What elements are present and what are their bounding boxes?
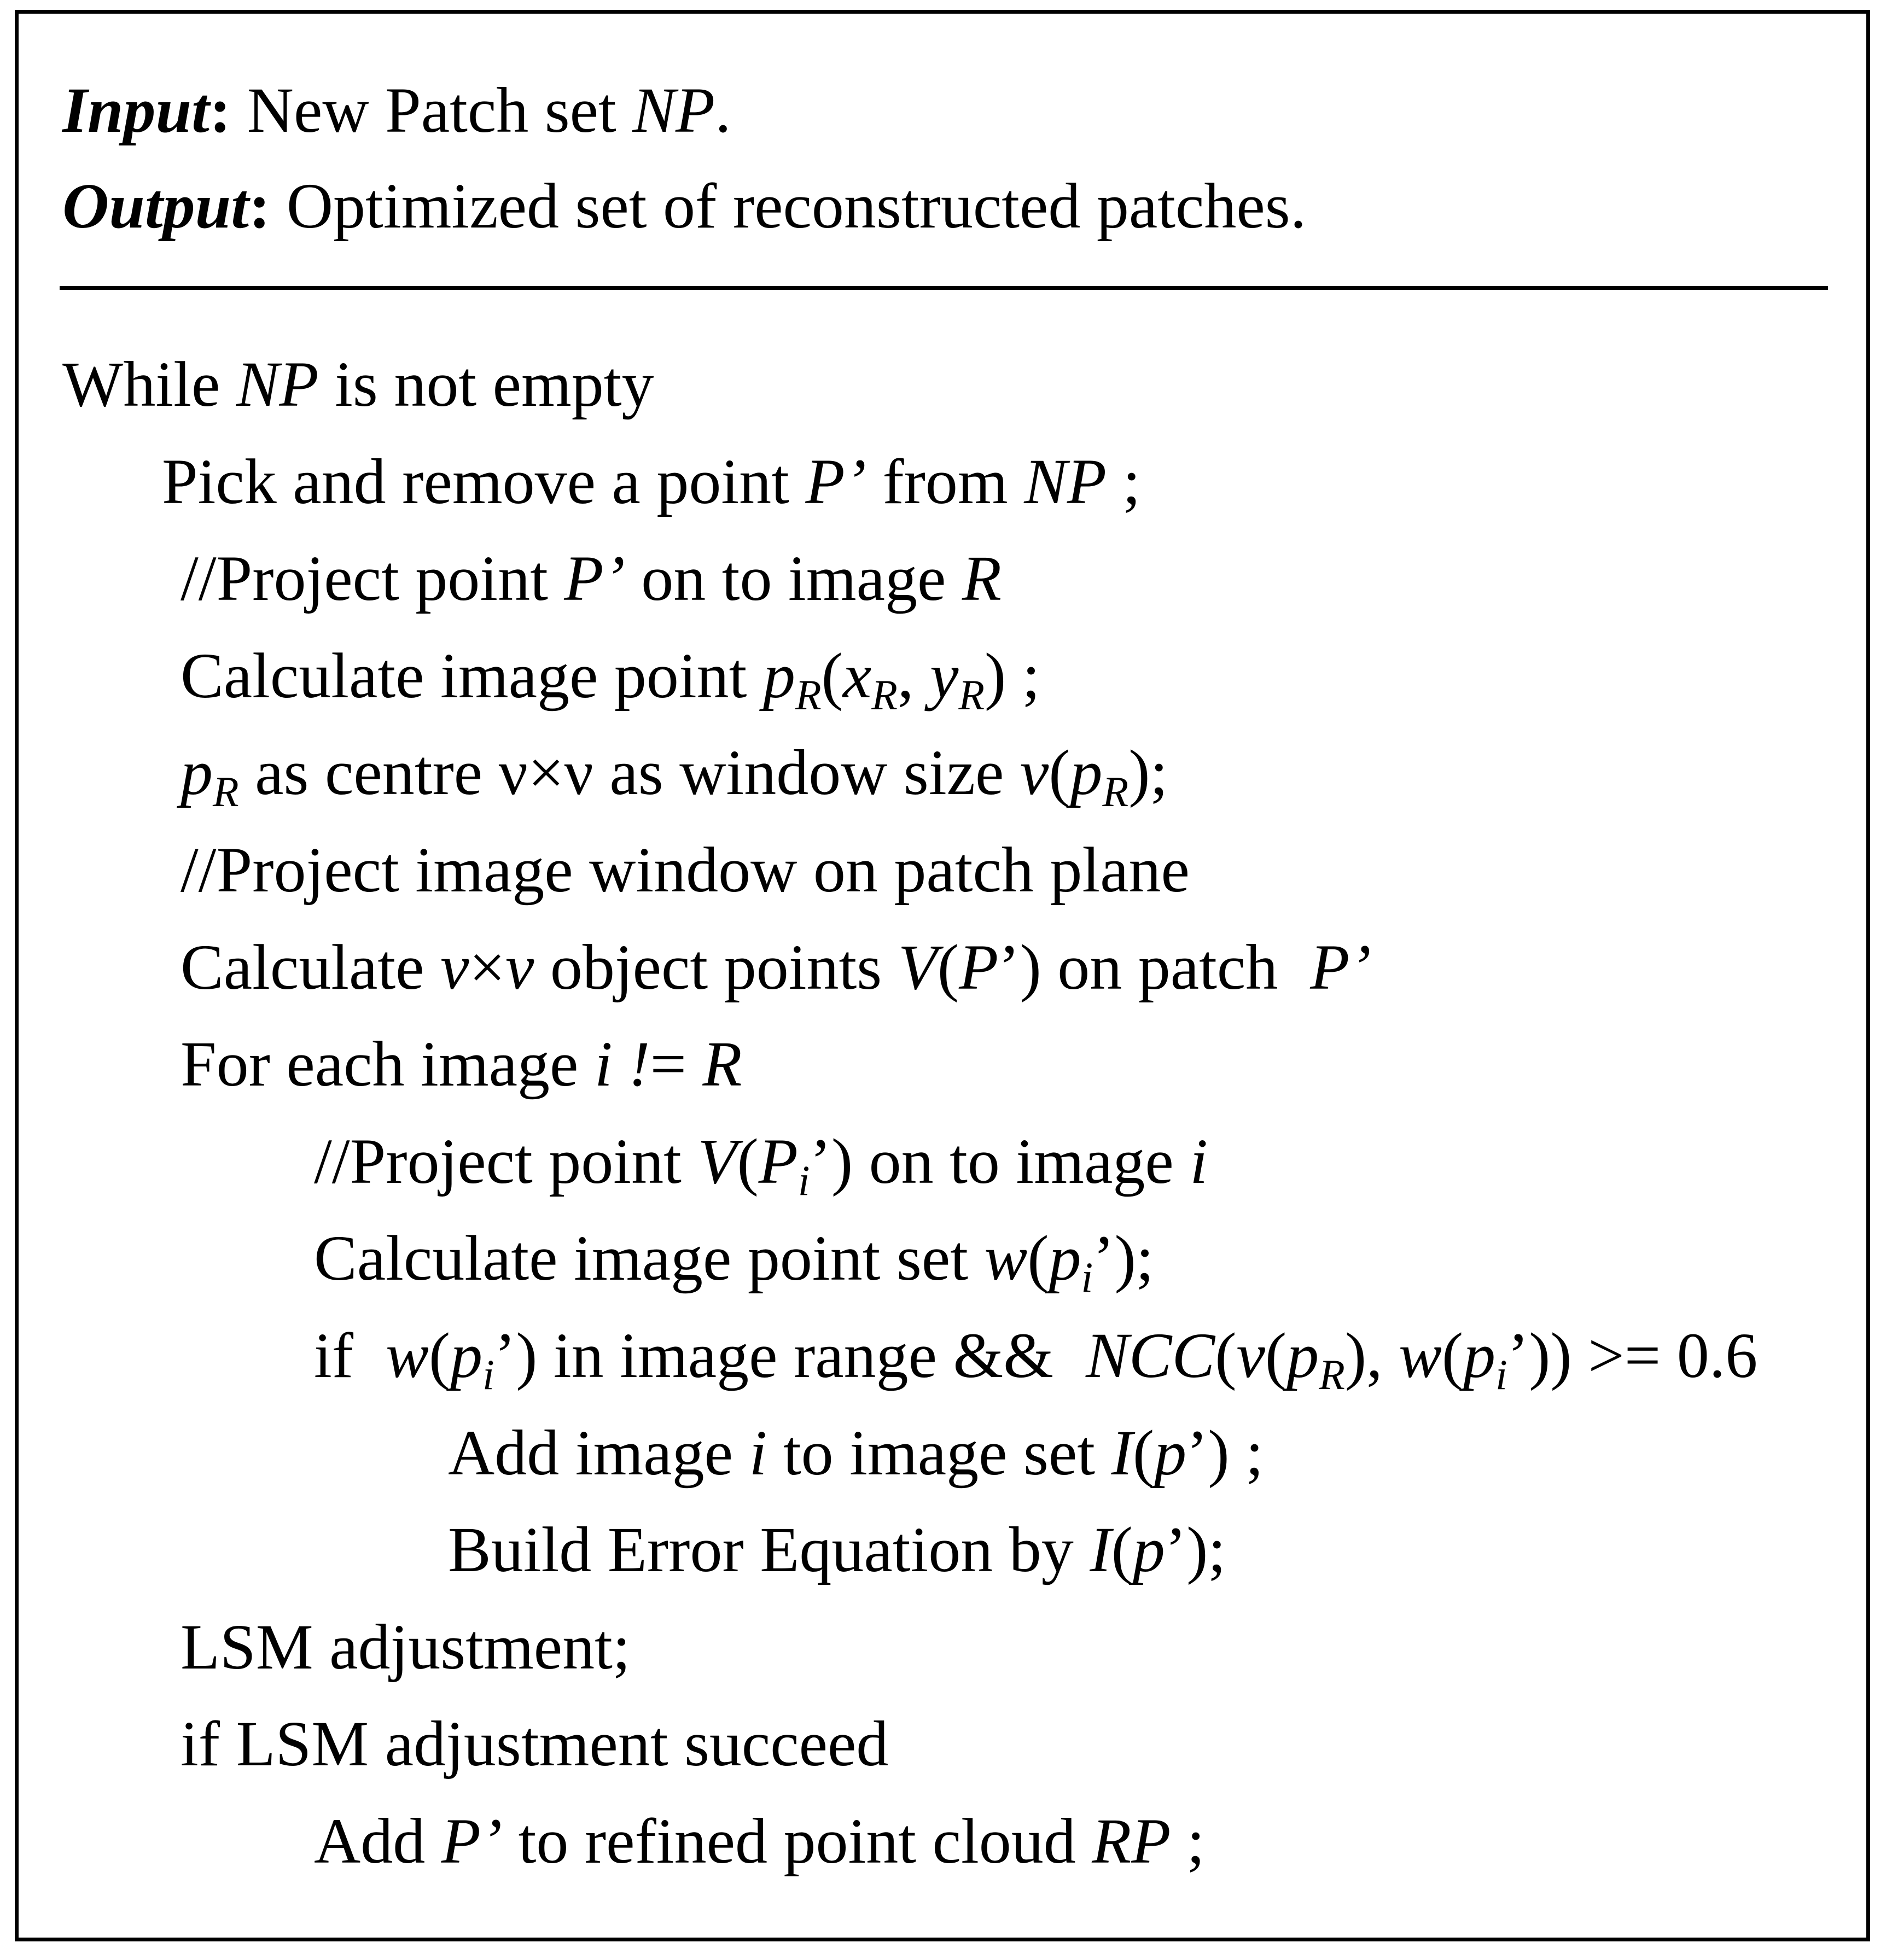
text-segment: Calculate bbox=[181, 931, 441, 1003]
text-segment: if bbox=[314, 1320, 386, 1391]
text-segment: Input bbox=[62, 74, 209, 146]
text-segment: ( bbox=[1265, 1320, 1287, 1391]
pseudocode-line bbox=[181, 919, 1371, 1016]
text-segment: i bbox=[749, 1416, 767, 1489]
text-segment: ); bbox=[1128, 737, 1168, 809]
text-segment: Pick and remove a point bbox=[162, 445, 806, 517]
text-segment: = bbox=[650, 1028, 703, 1100]
text-segment: v bbox=[1236, 1320, 1265, 1391]
text-segment: × bbox=[469, 931, 505, 1003]
pseudocode-line bbox=[448, 1404, 1264, 1502]
text-segment: I bbox=[1090, 1514, 1111, 1586]
pseudocode-line bbox=[181, 530, 1002, 627]
text-segment: Calculate image point set bbox=[314, 1222, 985, 1294]
text-segment: : bbox=[209, 74, 247, 146]
subscript: R bbox=[1102, 768, 1129, 816]
text-segment: P’ bbox=[564, 542, 625, 615]
text-segment: ’) in image range && bbox=[494, 1320, 1086, 1391]
header-line bbox=[62, 158, 1306, 255]
text-segment: Build Error Equation by bbox=[448, 1514, 1090, 1586]
text-segment: P’ bbox=[441, 1805, 503, 1877]
text-segment: ; bbox=[1106, 445, 1141, 517]
pseudocode-line bbox=[448, 1501, 1226, 1599]
text-segment: if LSM adjustment succeed bbox=[181, 1708, 889, 1780]
text-segment: For each image bbox=[181, 1028, 595, 1100]
pseudocode-line bbox=[181, 1599, 631, 1696]
text-segment: LSM adjustment; bbox=[181, 1611, 631, 1683]
text-segment: ’)) >= 0.6 bbox=[1507, 1320, 1758, 1391]
text-segment: ( bbox=[937, 931, 959, 1003]
text-segment: ) ; bbox=[984, 639, 1040, 711]
pseudocode-line bbox=[181, 1695, 888, 1793]
text-segment: ( bbox=[1441, 1320, 1464, 1391]
text-segment: Optimized set of reconstructed patches. bbox=[286, 170, 1307, 242]
subscript: i bbox=[797, 1156, 810, 1204]
text-segment: ( bbox=[428, 1320, 451, 1391]
text-segment: Output bbox=[62, 170, 249, 242]
text-segment: ’); bbox=[1165, 1514, 1226, 1586]
text-segment: to image set bbox=[767, 1416, 1111, 1489]
pseudocode-line bbox=[314, 1793, 1205, 1890]
text-segment: p bbox=[450, 1320, 483, 1391]
text-segment: p bbox=[1132, 1514, 1165, 1586]
header-divider bbox=[60, 286, 1828, 290]
text-segment: is not empty bbox=[318, 348, 654, 420]
text-segment: R bbox=[702, 1028, 742, 1100]
subscript: i bbox=[1081, 1253, 1093, 1302]
text-segment: p bbox=[1463, 1320, 1496, 1391]
text-segment: p bbox=[1070, 737, 1103, 809]
text-segment: to refined point cloud bbox=[502, 1805, 1092, 1877]
text-segment: p bbox=[762, 639, 795, 711]
text-segment: I bbox=[1111, 1416, 1133, 1489]
text-segment: ’) on to image bbox=[810, 1125, 1190, 1197]
text-segment: ( bbox=[1132, 1416, 1155, 1489]
text-segment: x bbox=[842, 639, 872, 711]
subscript: i bbox=[482, 1351, 494, 1398]
text-segment: P’ bbox=[1310, 931, 1371, 1003]
text-segment: ( bbox=[821, 639, 843, 711]
text-segment: P bbox=[959, 931, 999, 1003]
pseudocode-line bbox=[181, 1016, 742, 1113]
text-segment: ( bbox=[1027, 1222, 1049, 1294]
text-segment: Add bbox=[314, 1805, 441, 1877]
text-segment: : bbox=[249, 170, 287, 242]
text-segment: New Patch set bbox=[247, 74, 633, 146]
text-segment: ’) ; bbox=[1186, 1416, 1264, 1489]
text-segment: y bbox=[929, 639, 959, 711]
text-segment: w bbox=[1399, 1320, 1442, 1391]
text-segment: NP bbox=[632, 74, 715, 146]
subscript: i bbox=[1495, 1351, 1507, 1398]
text-segment: NCC bbox=[1086, 1320, 1215, 1391]
text-segment: Calculate image point bbox=[181, 639, 763, 711]
subscript: R bbox=[958, 670, 985, 719]
text-segment: v bbox=[1020, 737, 1049, 809]
text-segment: i ! bbox=[594, 1028, 650, 1100]
text-segment: as centre ν×ν as window size bbox=[238, 737, 1020, 809]
text-segment: ; bbox=[1171, 1805, 1205, 1877]
text-segment: V bbox=[898, 931, 938, 1003]
text-segment: ), bbox=[1344, 1320, 1399, 1391]
text-segment: RP bbox=[1092, 1805, 1171, 1877]
text-segment: ( bbox=[1049, 737, 1070, 809]
text-segment: v bbox=[505, 931, 534, 1003]
subscript: R bbox=[871, 670, 898, 719]
subscript: R bbox=[1319, 1351, 1345, 1398]
subscript: R bbox=[795, 670, 822, 719]
text-segment: v bbox=[440, 931, 469, 1003]
text-segment: //Project image window on patch plane bbox=[181, 834, 1190, 906]
text-segment: P bbox=[758, 1125, 798, 1197]
text-segment: NP bbox=[236, 348, 319, 420]
text-segment: ( bbox=[737, 1125, 759, 1197]
text-segment: NP bbox=[1024, 445, 1107, 517]
text-segment: p bbox=[1049, 1222, 1081, 1294]
text-segment: p bbox=[1154, 1416, 1187, 1489]
text-segment: P’ bbox=[805, 445, 866, 517]
text-segment: ’) on patch bbox=[998, 931, 1311, 1003]
text-segment: i bbox=[1190, 1125, 1208, 1197]
pseudocode-line bbox=[62, 336, 654, 433]
text-segment: Add image bbox=[448, 1416, 749, 1489]
text-segment: //Project point bbox=[181, 542, 564, 615]
subscript: R bbox=[213, 768, 239, 816]
text-segment: ( bbox=[1111, 1514, 1133, 1586]
text-segment: While bbox=[62, 348, 236, 420]
header-line bbox=[62, 62, 731, 159]
text-segment: w bbox=[984, 1222, 1028, 1294]
text-segment: on to image bbox=[625, 542, 962, 615]
text-segment: object points bbox=[534, 931, 898, 1003]
pseudocode-line bbox=[162, 433, 1140, 530]
text-segment: R bbox=[962, 542, 1002, 615]
text-segment: from bbox=[866, 445, 1024, 517]
text-segment: ( bbox=[1215, 1320, 1237, 1391]
text-segment: //Project point bbox=[314, 1125, 698, 1197]
pseudocode-line bbox=[181, 821, 1190, 919]
text-segment: ’); bbox=[1093, 1222, 1154, 1294]
text-segment: p bbox=[181, 737, 213, 809]
text-segment: , bbox=[897, 639, 930, 711]
text-segment: w bbox=[386, 1320, 429, 1391]
text-segment: p bbox=[1286, 1320, 1319, 1391]
text-segment: . bbox=[715, 74, 731, 146]
text-segment: V bbox=[697, 1125, 737, 1197]
